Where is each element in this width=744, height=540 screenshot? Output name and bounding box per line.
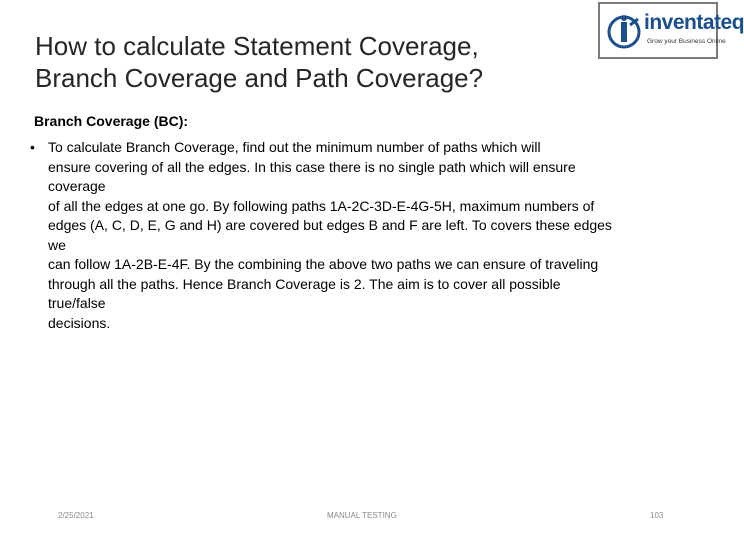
bullet-line: decisions. (48, 314, 111, 331)
bullet-line: true/false (48, 295, 106, 311)
logo-name: inventateq (644, 11, 744, 34)
footer-date: 2/25/2021 (58, 511, 94, 520)
bullet-text (30, 138, 700, 333)
bullet-line: coverage (48, 178, 106, 194)
bullet-line: To calculate Branch Coverage, find out the minimum number of paths which will (48, 139, 541, 155)
logo-mark-icon (608, 13, 642, 51)
bullet-item (30, 138, 700, 333)
footer-page-number: 103 (650, 511, 664, 520)
bullet-symbol: • (30, 139, 35, 155)
bullet-line: we (48, 236, 66, 253)
bullet-line: ensure covering of all the edges. In this case there is no single path which will ensure (48, 158, 576, 175)
title-line-1: How to calculate Statement Coverage, (35, 31, 479, 61)
bullet-line: edges (A, C, D, E, G and H) are covered but edges B and F are left. To covers these edges (48, 217, 612, 233)
slide-title (35, 30, 575, 94)
company-logo (598, 2, 744, 59)
section-subheading: Branch Coverage (BC): (34, 113, 189, 129)
footer-title: MANUAL TESTING (327, 511, 397, 520)
bullet-line: of all the edges at one go. By following paths 1A-2C-3D-E-4G-5H, maximum numbers of (48, 197, 595, 214)
title-line-2: Branch Coverage and Path Coverage? (35, 63, 484, 93)
logo-tagline: Grow your Business Online (647, 38, 726, 45)
bullet-line: through all the paths. Hence Branch Coverage is 2. The aim is to cover all possible (48, 275, 561, 292)
bullet-line: can follow 1A-2B-E-4F. By the combining the above two paths we can ensure of traveling (48, 256, 599, 272)
